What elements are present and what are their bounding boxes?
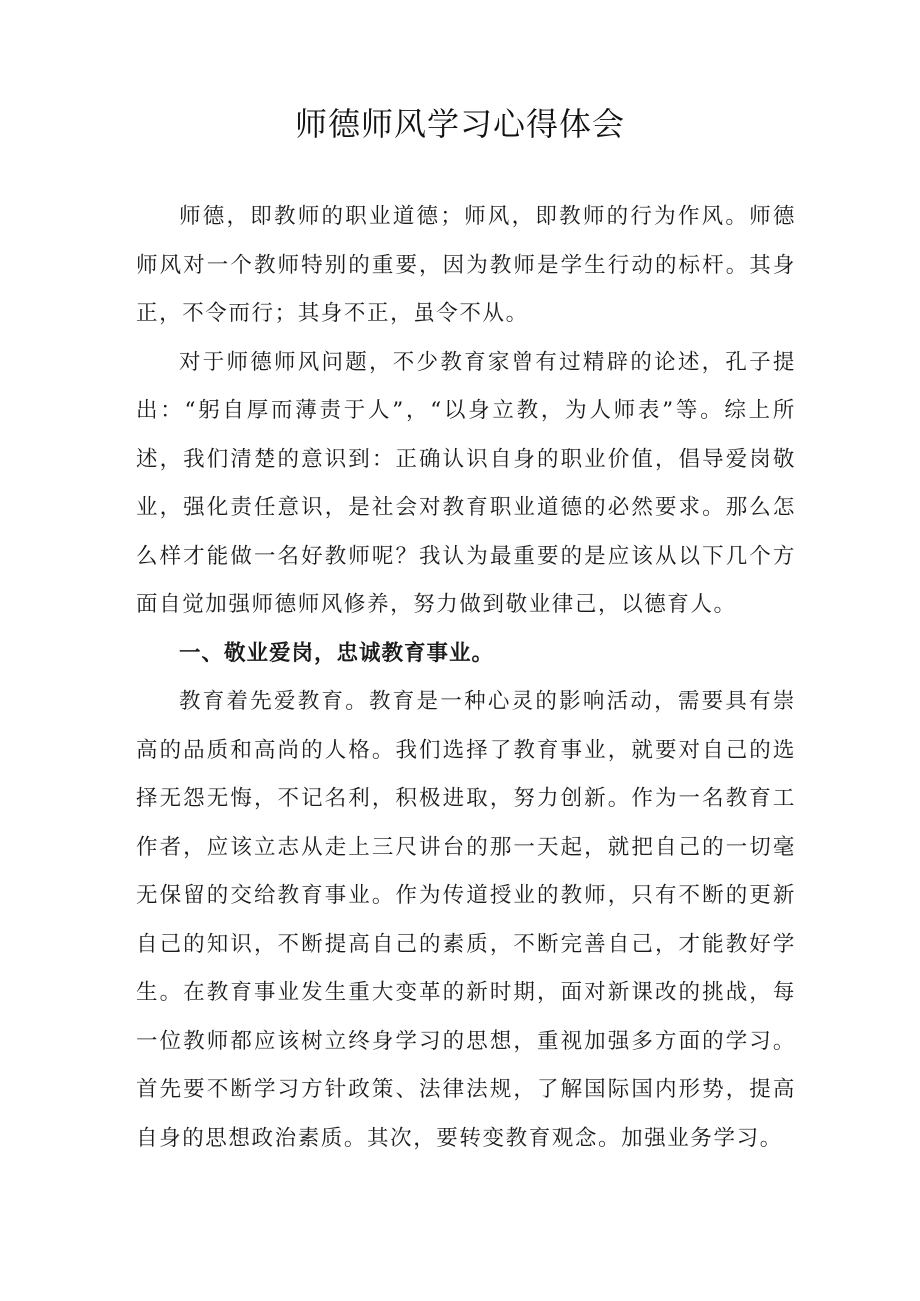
paragraph-discussion: 对于师德师风问题，不少教育家曾有过精辟的论述，孔子提出：“躬自厚而薄责于人”，“以身立教，为人师表”等。综上所述，我们清楚的意识到：正确认识自身的职业价值，倡导爱岗敬业，强化责任意识，是社会对教育职业道德的必然要求。那么怎么样才能做一名好教师呢？我认为最重要的是应该从以下几个方面自觉加强师德师风修养，努力做到敬业律己，以德育人。 xyxy=(136,349,796,617)
document-body xyxy=(136,193,796,1163)
paragraph-intro: 师德，即教师的职业道德；师风，即教师的行为作风。师德师风对一个教师特别的重要，因为教师是学生行动的标杆。其身正，不令而行；其身不正，虽令不从。 xyxy=(136,204,796,326)
section-heading: 一、敬业爱岗，忠诚教育事业。 xyxy=(179,640,495,666)
paragraph-section-one: 教育着先爱教育。教育是一种心灵的影响活动，需要具有崇高的品质和高尚的人格。我们选择了教育事业，就要对自己的选择无怨无悔，不记名利，积极进取，努力创新。作为一名教育工作者，应该立志从走上三尺讲台的那一天起，就把自己的一切毫无保留的交给教育事业。作为传道授业的教师，只有不断的更新自己的知识，不断提高自己的素质，不断完善自己，才能教好学生。在教育事业发生重大变革的新时期，面对新课改的挑战，每一位教师都应该树立终身学习的思想，重视加强多方面的学习。首先要不断学习方针政策、法律法规，了解国际国内形势，提高自身的思想政治素质。其次，要转变教育观念。加强业务学习。 xyxy=(136,689,796,1151)
document-title: 师德师风学习心得体会 xyxy=(294,105,625,143)
